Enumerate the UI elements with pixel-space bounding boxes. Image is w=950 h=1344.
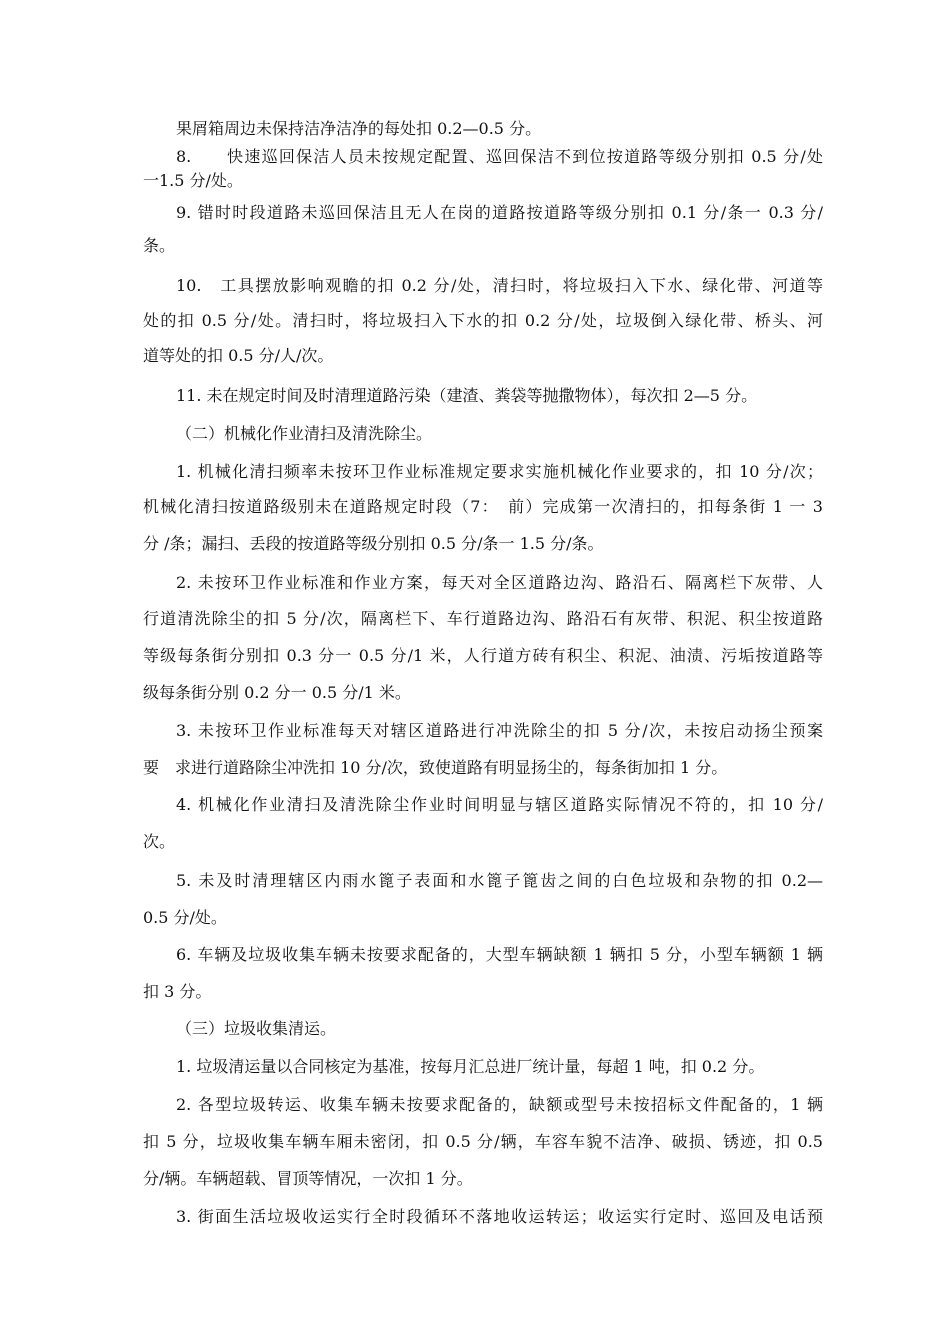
text-line: 扣 5 分，垃圾收集车辆车厢未密闭，扣 0.5 分/辆，车容车貌不洁净、破损、锈迹，扣 0.5 (143, 1132, 823, 1151)
text-line: 10. 工具摆放影响观瞻的扣 0.2 分/处，清扫时，将垃圾扫入下水、绿化带、河道等 (176, 276, 823, 295)
text-line: 果屑箱周边未保持洁净洁净的每处扣 0.2—0.5 分。 (176, 119, 542, 138)
text-line: 1. 垃圾清运量以合同核定为基准，按每月汇总进厂统计量，每超 1 吨，扣 0.2 分。 (176, 1057, 765, 1076)
text-line: 3. 街面生活垃圾收运实行全时段循环不落地收运转运；收运实行定时、巡回及电话预 (176, 1207, 823, 1226)
text-line: 4. 机械化作业清扫及清洗除尘作业时间明显与辖区道路实际情况不符的，扣 10 分/ (176, 795, 823, 814)
section-heading: （三）垃圾收集清运。 (176, 1019, 337, 1038)
text-line: 分 /条；漏扫、丢段的按道路等级分别扣 0.5 分/条一 1.5 分/条。 (143, 534, 604, 553)
text-line: 等级每条街分别扣 0.3 分一 0.5 分/1 米，人行道方砖有积尘、积泥、油渍、污垢按道路等 (143, 646, 823, 665)
text-line: 6. 车辆及垃圾收集车辆未按要求配备的，大型车辆缺额 1 辆扣 5 分，小型车辆额 1 辆 (176, 945, 823, 964)
text-line: 条。 (143, 236, 176, 255)
text-line: 1. 机械化清扫频率未按环卫作业标准规定要求实施机械化作业要求的，扣 10 分/次； (176, 462, 823, 481)
section-heading: （二）机械化作业清扫及清洗除尘。 (176, 424, 433, 443)
text-line: 分/辆。车辆超载、冒顶等情况，一次扣 1 分。 (143, 1169, 473, 1188)
text-line: 0.5 分/处。 (143, 908, 227, 927)
text-line: 级每条街分别 0.2 分一 0.5 分/1 米。 (143, 683, 411, 702)
text-line: 9. 错时时段道路未巡回保洁且无人在岗的道路按道路等级分别扣 0.1 分/条一 0.3 分/ (176, 203, 823, 222)
text-line: 扣 3 分。 (143, 982, 212, 1001)
text-line: 2. 未按环卫作业标准和作业方案，每天对全区道路边沟、路沿石、隔离栏下灰带、人 (176, 573, 823, 592)
text-line: 11. 未在规定时间及时清理道路污染（建渣、粪袋等抛撒物体），每次扣 2—5 分。 (176, 386, 758, 405)
text-line: 一1.5 分/处。 (143, 171, 243, 190)
text-line: 要 求进行道路除尘冲洗扣 10 分/次，致使道路有明显扬尘的，每条街加扣 1 分。 (143, 758, 728, 777)
text-line: 行道清洗除尘的扣 5 分/次，隔离栏下、车行道路边沟、路沿石有灰带、积泥、积尘按道路 (143, 609, 823, 628)
text-line: 5. 未及时清理辖区内雨水篦子表面和水篦子篦齿之间的白色垃圾和杂物的扣 0.2— (176, 871, 823, 890)
text-line: 次。 (143, 832, 176, 851)
text-line: 2. 各型垃圾转运、收集车辆未按要求配备的，缺额或型号未按招标文件配备的，1 辆 (176, 1095, 823, 1114)
text-line: 8. 快速巡回保洁人员未按规定配置、巡回保洁不到位按道路等级分别扣 0.5 分/处 (176, 147, 823, 166)
text-line: 机械化清扫按道路级别未在道路规定时段（7： 前）完成第一次清扫的，扣每条街 1 一 3 (143, 497, 823, 516)
text-line: 道等处的扣 0.5 分/人/次。 (143, 346, 334, 365)
text-line: 处的扣 0.5 分/处。清扫时，将垃圾扫入下水的扣 0.2 分/处，垃圾倒入绿化带、桥头、河 (143, 311, 823, 330)
text-line: 3. 未按环卫作业标准每天对辖区道路进行冲洗除尘的扣 5 分/次，未按启动扬尘预案 (176, 721, 823, 740)
